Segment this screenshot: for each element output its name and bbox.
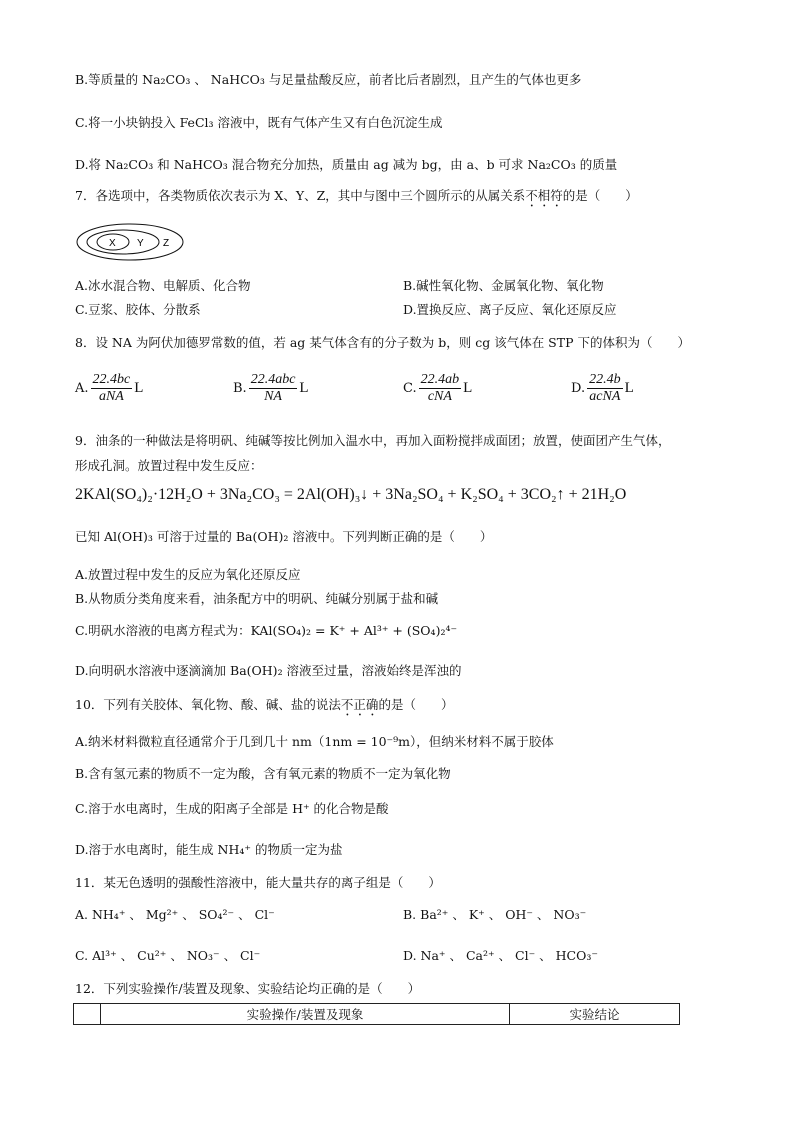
q10-emphasis: 不正确	[340, 697, 379, 712]
q8-d-unit: L	[624, 380, 634, 396]
option-11b: B. Ba²⁺ 、 K⁺ 、 OH⁻ 、 NO₃⁻	[403, 907, 587, 922]
option-11c: C. Al³⁺ 、 Cu²⁺ 、 NO₃⁻ 、 Cl⁻	[75, 948, 261, 963]
question-9-line2: 形成孔洞。放置过程中发生反应：	[75, 458, 263, 473]
table-header-blank	[74, 1004, 101, 1025]
option-11d: D. Na⁺ 、 Ca²⁺ 、 Cl⁻ 、 HCO₃⁻	[403, 948, 598, 963]
question-8: 8．设 NA 为阿伏加德罗常数的值，若 ag 某气体含有的分子数为 b，则 cg 该气体在 STP 下的体积为（ ）	[75, 335, 690, 350]
option-9c: C.明矾水溶液的电离方程式为：KAl(SO₄)₂ = K⁺ + Al³⁺ + (SO₄)₂⁴⁻	[75, 623, 458, 638]
q12-table	[73, 1003, 680, 1025]
option-10d: D.溶于水电离时，能生成 NH₄⁺ 的物质一定为盐	[75, 842, 343, 857]
q8-c-unit: L	[463, 380, 473, 396]
q8-d-letter: D.	[571, 381, 586, 396]
q8-d-num: 22.4b	[589, 372, 621, 387]
option-7b: B.碱性氧化物、金属氧化物、氧化物	[403, 278, 604, 293]
venn-x-label: X	[109, 238, 116, 249]
q8-a-unit: L	[134, 380, 144, 396]
question-11: 11．某无色透明的强酸性溶液中，能大量共存的离子组是（ ）	[75, 875, 441, 890]
q7-text-pre: 7．各选项中，各类物质依次表示为 X、Y、Z，其中与图中三个圆所示的从属关系	[75, 188, 526, 203]
table-header-row	[74, 1004, 680, 1025]
table-header-conclusion: 实验结论	[510, 1004, 680, 1025]
question-12: 12．下列实验操作/装置及现象、实验结论均正确的是（ ）	[75, 981, 421, 996]
option-6b: B.等质量的 Na₂CO₃ 、 NaHCO₃ 与足量盐酸反应，前者比后者剧烈，且产生的气体也更多	[75, 72, 582, 87]
q8-a-letter: A.	[75, 381, 89, 396]
option-10b: B.含有氢元素的物质不一定为酸，含有氧元素的物质不一定为氧化物	[75, 766, 451, 781]
q8-b-den: NA	[264, 389, 282, 404]
q8-a-den: aNA	[98, 389, 124, 404]
question-9-equation: 2KAl(SO₄)₂·12H₂O + 3Na₂CO₃ = 2Al(OH)₃↓ + 3Na₂SO₄ + K₂SO₄ + 3CO₂↑ + 21H₂O	[75, 486, 627, 503]
option-10a: A.纳米材料微粒直径通常介于几到几十 nm（1nm = 10⁻⁹m），但纳米材料不属于胶体	[75, 734, 554, 749]
q10-text-post: 的是（ ）	[378, 697, 454, 712]
option-9d: D.向明矾水溶液中逐滴滴加 Ba(OH)₂ 溶液至过量，溶液始终是浑浊的	[75, 663, 462, 678]
question-7	[75, 186, 638, 210]
question-10	[75, 695, 453, 719]
q7-text-post: 的是（ ）	[562, 188, 638, 203]
option-9b: B.从物质分类角度来看，油条配方中的明矾、纯碱分别属于盐和碱	[75, 591, 439, 606]
q8-option-a	[75, 372, 143, 405]
q8-b-unit: L	[299, 380, 309, 396]
q8-options	[75, 372, 675, 416]
option-7d: D.置换反应、离子反应、氧化还原反应	[403, 302, 617, 317]
q8-c-num: 22.4ab	[420, 372, 460, 387]
option-6c: C.将一小块钠投入 FeCl₃ 溶液中，既有气体产生又有白色沉淀生成	[75, 115, 443, 130]
question-9-line3: 已知 Al(OH)₃ 可溶于过量的 Ba(OH)₂ 溶液中。下列判断正确的是（ ）	[75, 529, 493, 544]
option-7a: A.冰水混合物、电解质、化合物	[75, 278, 251, 293]
q10-text-pre: 10．下列有关胶体、氧化物、酸、碱、盐的说法	[75, 697, 341, 712]
option-7c: C.豆浆、胶体、分散系	[75, 302, 201, 317]
q8-c-letter: C.	[403, 381, 417, 396]
table-header-operation: 实验操作/装置及现象	[101, 1004, 510, 1025]
q8-d-den: acNA	[589, 389, 621, 404]
q7-emphasis: 不相符	[525, 188, 563, 203]
q8-b-letter: B.	[233, 381, 247, 396]
q8-option-b	[233, 372, 309, 405]
option-6d: D.将 Na₂CO₃ 和 NaHCO₃ 混合物充分加热，质量由 ag 减为 bg，由 a、b 可求 Na₂CO₃ 的质量	[75, 157, 618, 172]
question-9-line1: 9．油条的一种做法是将明矾、纯碱等按比例加入温水中，再加入面粉搅拌成面团；放置，使面团产生气体，	[75, 433, 671, 448]
venn-z-label: Z	[163, 238, 170, 249]
q8-b-num: 22.4abc	[250, 372, 296, 387]
q8-c-den: cNA	[427, 389, 452, 404]
option-11a: A. NH₄⁺ 、 Mg²⁺ 、 SO₄²⁻ 、 Cl⁻	[75, 907, 275, 922]
option-10c: C.溶于水电离时，生成的阳离子全部是 H⁺ 的化合物是酸	[75, 801, 389, 816]
venn-y-label: Y	[137, 238, 144, 249]
venn-diagram	[75, 222, 185, 262]
q8-option-c	[403, 372, 472, 405]
q8-option-d	[571, 372, 634, 405]
q8-a-num: 22.4bc	[92, 372, 131, 387]
option-9a: A.放置过程中发生的反应为氧化还原反应	[75, 567, 301, 582]
